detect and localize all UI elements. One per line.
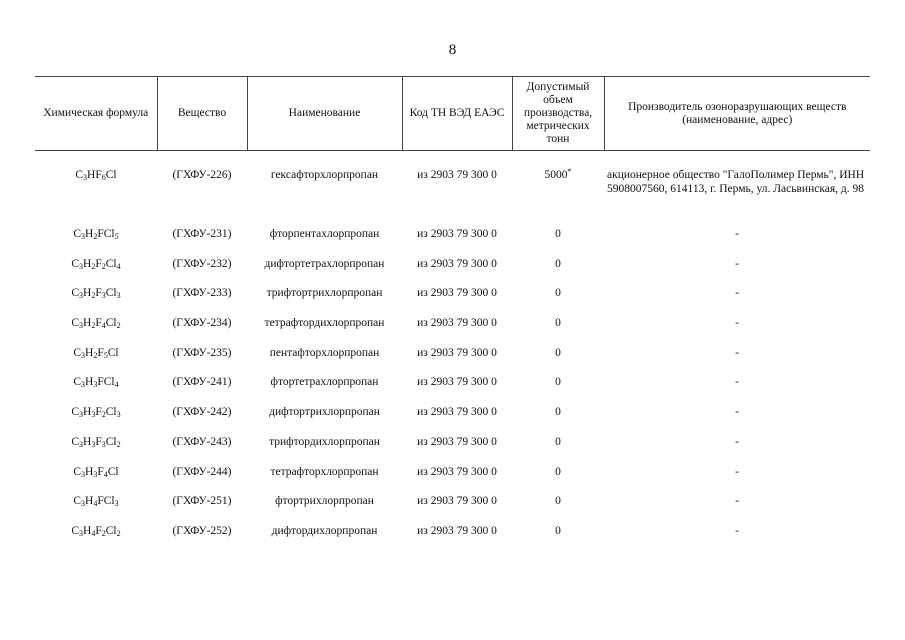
cell-producer: - — [735, 317, 739, 330]
cell-code: из 2903 79 300 0 — [417, 406, 497, 419]
cell-name: тетрафторхлорпропан — [270, 465, 379, 478]
cell-amount: 0 — [555, 228, 561, 240]
cell-name: трифтордихлорпропан — [269, 435, 380, 448]
table-row — [35, 346, 870, 376]
table-row — [35, 494, 870, 524]
table-row — [35, 257, 870, 287]
cell-amount: 0 — [555, 317, 561, 330]
cell-substance: (ГХФУ-234) — [172, 317, 232, 330]
cell-name: фтортетрахлорпропан — [270, 376, 379, 389]
header-substance: Вещество — [157, 77, 247, 151]
cell-producer: - — [735, 406, 739, 419]
cell-formula: $C_3H_2F_2Cl_4$ — [71, 257, 121, 271]
cell-name: фтортрихлорпропан — [275, 495, 374, 508]
cell-substance: (ГХФУ-251) — [172, 495, 232, 508]
cell-producer: - — [735, 435, 739, 448]
cell-name: пентафторхлорпропан — [269, 346, 380, 359]
cell-amount: 0 — [555, 406, 561, 419]
cell-substance: (ГХФУ-235) — [172, 346, 232, 359]
header-formula: Химическая формула — [35, 77, 157, 151]
cell-amount: 0 — [555, 465, 561, 478]
cell-substance: (ГХФУ-241) — [172, 376, 232, 389]
cell-producer: - — [735, 346, 739, 359]
table-row — [35, 316, 870, 346]
table-row — [35, 375, 870, 405]
substances-table — [35, 76, 870, 554]
cell-code: из 2903 79 300 0 — [417, 376, 497, 389]
cell-producer: - — [735, 465, 739, 478]
cell-formula: $C_3H_2F_4Cl_2$ — [71, 317, 121, 331]
cell-code: из 2903 79 300 0 — [417, 228, 497, 240]
table-row — [35, 405, 870, 435]
cell-code: из 2903 79 300 0 — [417, 346, 497, 359]
cell-producer: - — [735, 376, 739, 389]
cell-amount: 0 — [555, 346, 561, 359]
cell-producer: - — [735, 524, 739, 537]
cell-code: из 2903 79 300 0 — [417, 287, 497, 300]
cell-formula: $C_3H_3F_2Cl_3$ — [71, 406, 121, 420]
cell-substance: (ГХФУ-242) — [172, 406, 232, 419]
cell-formula: $C_3H_3F_4Cl$ — [73, 465, 119, 479]
cell-name: трифтортрихлорпропан — [266, 287, 383, 300]
cell-amount: 0 — [555, 524, 561, 537]
cell-amount: 0 — [555, 435, 561, 448]
cell-formula: $C_3H_3F_3Cl_2$ — [71, 435, 121, 449]
cell-producer: - — [735, 257, 739, 270]
cell-amount: 5000* — [544, 167, 572, 181]
cell-amount: 0 — [555, 495, 561, 508]
page-number: 8 — [448, 42, 457, 58]
cell-name: фторпентахлорпропан — [269, 228, 380, 240]
table-row — [35, 286, 870, 316]
table-header-row — [35, 77, 870, 151]
cell-amount: 0 — [555, 287, 561, 300]
table-row — [35, 465, 870, 495]
header-producer: Производитель озоноразрушающих веществ (наименование, адрес) — [604, 77, 870, 151]
cell-substance: (ГХФУ-252) — [172, 524, 232, 537]
cell-code: из 2903 79 300 0 — [417, 524, 497, 537]
cell-producer: - — [735, 228, 739, 240]
cell-name: гексафторхлорпропан — [270, 169, 379, 181]
cell-code: из 2903 79 300 0 — [417, 317, 497, 330]
header-name: Наименование — [247, 77, 402, 151]
cell-substance: (ГХФУ-244) — [172, 465, 232, 478]
cell-code: из 2903 79 300 0 — [417, 465, 497, 478]
cell-formula: $C_3H_3FCl_4$ — [73, 376, 119, 390]
cell-formula: $C_3H_4F_2Cl_2$ — [71, 524, 121, 538]
table-row — [35, 435, 870, 465]
cell-substance: (ГХФУ-231) — [172, 228, 232, 240]
cell-substance: (ГХФУ-226) — [172, 169, 232, 181]
cell-substance: (ГХФУ-232) — [172, 257, 232, 270]
cell-amount: 0 — [555, 257, 561, 270]
cell-formula: $C_3H_2F_3Cl_3$ — [71, 287, 121, 301]
cell-name: дифтортетрахлорпропан — [264, 257, 385, 270]
cell-code: из 2903 79 300 0 — [417, 257, 497, 270]
cell-name: дифтортрихлорпропан — [269, 406, 380, 419]
table-row — [35, 524, 870, 554]
cell-formula: $C_3HF_6Cl$ — [75, 169, 117, 182]
cell-formula: $C_3H_2FCl_5$ — [73, 228, 119, 241]
cell-formula: $C_3H_2F_5Cl$ — [73, 346, 119, 360]
table-body — [35, 151, 870, 554]
cell-substance: (ГХФУ-233) — [172, 287, 232, 300]
cell-producer: - — [735, 495, 739, 508]
cell-code: из 2903 79 300 0 — [417, 435, 497, 448]
footnote-mark: * — [567, 167, 572, 176]
cell-code: из 2903 79 300 0 — [417, 169, 497, 181]
cell-name: дифтордихлорпропан — [271, 524, 378, 537]
table-row — [35, 227, 870, 257]
header-amount: Допустимый объем производства, метрических тонн — [512, 77, 604, 151]
cell-producer: акционерное общество "ГалоПолимер Пермь", ИНН 5908007560, 614113, г. Пермь, ул. Ласьвинская, д. 98 — [607, 169, 865, 195]
table-row — [35, 151, 870, 228]
cell-name: тетрафтордихлорпропан — [264, 317, 385, 330]
cell-substance: (ГХФУ-243) — [172, 435, 232, 448]
cell-producer: - — [735, 287, 739, 300]
cell-amount: 0 — [555, 376, 561, 389]
cell-formula: $C_3H_4FCl_3$ — [73, 495, 119, 509]
cell-code: из 2903 79 300 0 — [417, 495, 497, 508]
header-code: Код ТН ВЭД ЕАЭС — [402, 77, 512, 151]
